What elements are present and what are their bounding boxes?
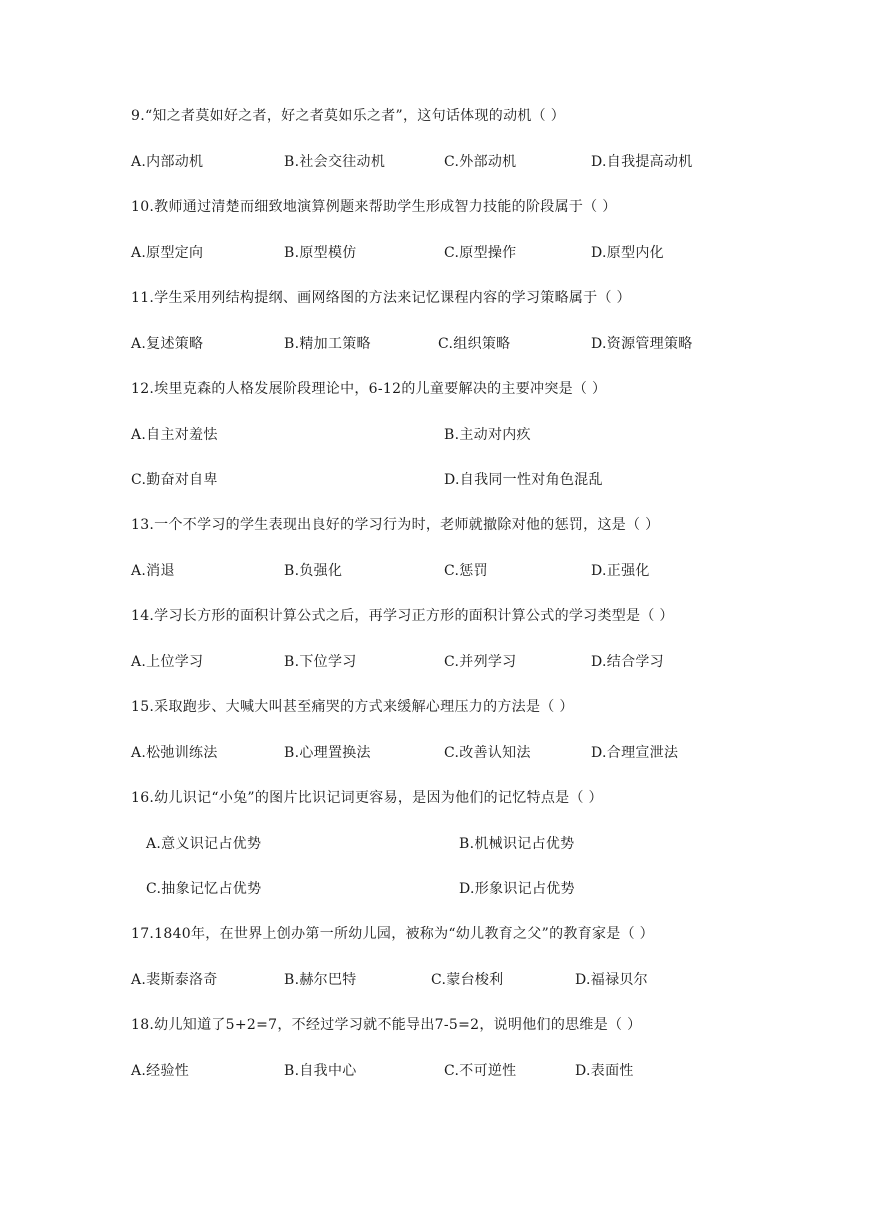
- question-12-stem: 12.埃里克森的人格发展阶段理论中，6-12的儿童要解决的主要冲突是（ ）: [131, 381, 607, 397]
- question-15-option-a: A.松弛训练法: [131, 745, 218, 761]
- question-17-stem: 17.1840年，在世界上创办第一所幼儿园，被称为“幼儿教育之父”的教育家是（ ）: [131, 926, 654, 942]
- question-18-stem: 18.幼儿知道了5+2=7，不经过学习就不能导出7-5=2，说明他们的思维是（ ）: [131, 1017, 642, 1033]
- question-9-stem: 9.“知之者莫如好之者，好之者莫如乐之者”，这句话体现的动机（ ）: [131, 108, 566, 124]
- question-10-option-b: B.原型模仿: [284, 245, 357, 261]
- question-15-option-d: D.合理宣泄法: [591, 745, 679, 761]
- question-9-option-d: D.自我提高动机: [591, 154, 693, 170]
- question-10-stem: 10.教师通过清楚而细致地演算例题来帮助学生形成智力技能的阶段属于（ ）: [131, 199, 617, 215]
- question-12-option-c: C.勤奋对自卑: [131, 472, 218, 488]
- question-13-option-c: C.惩罚: [444, 563, 488, 579]
- question-16-option-d: D.形象识记占优势: [459, 881, 575, 897]
- question-11-option-a: A.复述策略: [131, 336, 204, 352]
- question-18-option-c: C.不可逆性: [444, 1063, 517, 1079]
- question-12-option-b: B.主动对内疚: [444, 427, 531, 443]
- question-9-option-c: C.外部动机: [444, 154, 517, 170]
- question-10-option-d: D.原型内化: [591, 245, 664, 261]
- question-14-option-a: A.上位学习: [131, 654, 204, 670]
- question-15-option-b: B.心理置换法: [284, 745, 371, 761]
- question-16-stem: 16.幼儿识记“小兔”的图片比识记词更容易，是因为他们的记忆特点是（ ）: [131, 790, 603, 806]
- question-14-option-c: C.并列学习: [444, 654, 517, 670]
- question-16-option-b: B.机械识记占优势: [459, 836, 575, 852]
- question-17-option-b: B.赫尔巴特: [284, 972, 357, 988]
- question-13-option-b: B.负强化: [284, 563, 343, 579]
- question-16-option-c: C.抽象记忆占优势: [146, 881, 262, 897]
- question-17-option-a: A.裴斯泰洛奇: [131, 972, 218, 988]
- question-10-option-a: A.原型定向: [131, 245, 204, 261]
- question-12-option-a: A.自主对羞怯: [131, 427, 218, 443]
- question-14-option-b: B.下位学习: [284, 654, 357, 670]
- question-15-stem: 15.采取跑步、大喊大叫甚至痛哭的方式来缓解心理压力的方法是（ ）: [131, 699, 574, 715]
- question-16-option-a: A.意义识记占优势: [146, 836, 262, 852]
- question-11-option-c: C.组织策略: [438, 336, 511, 352]
- question-14-option-d: D.结合学习: [591, 654, 664, 670]
- question-17-option-c: C.蒙台梭利: [431, 972, 504, 988]
- question-17-option-d: D.福禄贝尔: [575, 972, 648, 988]
- question-9-option-a: A.内部动机: [131, 154, 204, 170]
- question-11-stem: 11.学生采用列结构提纲、画网络图的方法来记忆课程内容的学习策略属于（ ）: [131, 290, 631, 306]
- question-13-option-d: D.正强化: [591, 563, 650, 579]
- question-12-option-d: D.自我同一性对角色混乱: [444, 472, 603, 488]
- question-11-option-d: D.资源管理策略: [591, 336, 693, 352]
- question-15-option-c: C.改善认知法: [444, 745, 531, 761]
- question-18-option-b: B.自我中心: [284, 1063, 357, 1079]
- question-13-option-a: A.消退: [131, 563, 175, 579]
- question-11-option-b: B.精加工策略: [284, 336, 371, 352]
- question-10-option-c: C.原型操作: [444, 245, 517, 261]
- question-13-stem: 13.一个不学习的学生表现出良好的学习行为时，老师就撤除对他的惩罚，这是（ ）: [131, 517, 660, 533]
- question-9-option-b: B.社会交往动机: [284, 154, 386, 170]
- question-18-option-d: D.表面性: [575, 1063, 634, 1079]
- question-18-option-a: A.经验性: [131, 1063, 190, 1079]
- question-14-stem: 14.学习长方形的面积计算公式之后，再学习正方形的面积计算公式的学习类型是（ ）: [131, 608, 674, 624]
